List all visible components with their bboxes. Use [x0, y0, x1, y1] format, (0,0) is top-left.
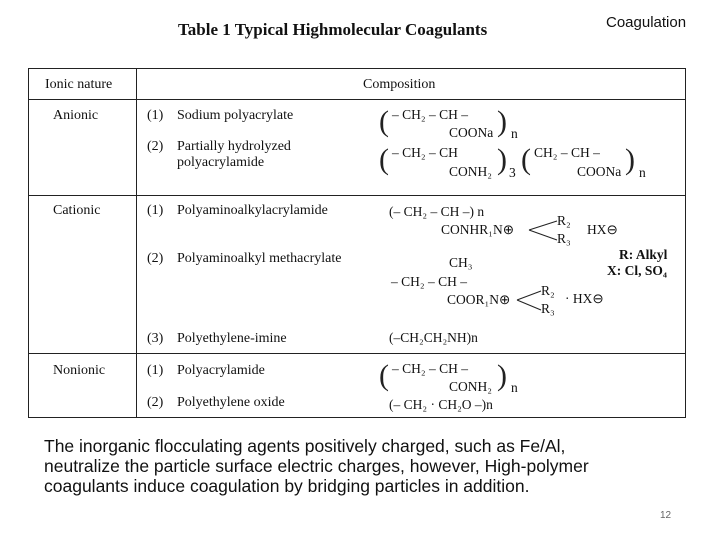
formula-r3: R₃	[541, 301, 555, 316]
item-number: (1)	[147, 363, 164, 378]
bracket-open: (	[379, 105, 389, 138]
formula: (– CH₂ · CH₂O –)n	[389, 397, 493, 412]
bracket-close: )	[497, 105, 507, 138]
bracket-close: )	[497, 359, 507, 392]
compound-name: Polyaminoalkylacrylamide	[177, 203, 328, 218]
caption-line: neutralize the particle surface electric charges, however, High-polymer	[44, 456, 589, 476]
formula-r2: R₂	[541, 283, 555, 298]
item-number: (2)	[147, 395, 164, 410]
caption-paragraph	[44, 436, 589, 496]
formula-backbone: – CH₂ – CH –	[392, 361, 468, 376]
caption-line: The inorganic flocculating agents positively charged, such as Fe/Al,	[44, 436, 566, 456]
formula-backbone: (– CH₂ – CH –) n	[389, 204, 485, 219]
formula-r3: R₃	[557, 231, 571, 246]
formula-side-group: COOR₁N⊕	[447, 292, 511, 307]
bracket-open: (	[379, 143, 389, 176]
formula-methyl: CH₃	[449, 255, 473, 270]
note-r-alkyl: R: Alkyl	[619, 247, 668, 262]
nature-nonionic: Nonionic	[53, 363, 106, 378]
bracket-open: (	[379, 359, 389, 392]
item-number: (2)	[147, 139, 164, 154]
formula-side-group: COONa	[577, 164, 622, 179]
caption-line: coagulants induce coagulation by bridging particles in addition.	[44, 476, 530, 496]
formula-backbone: – CH₂ – CH –	[391, 274, 467, 289]
slide-heading: Coagulation	[606, 14, 687, 31]
formula-side-group: CONH₂	[449, 379, 492, 394]
compound-name: Partially hydrolyzed	[177, 139, 291, 154]
item-number: (1)	[147, 108, 164, 123]
bracket-open: (	[521, 143, 531, 176]
formula-side-group: CONHR₁N⊕	[441, 222, 515, 237]
formula-repeat-n: n	[511, 380, 518, 395]
compound-name: Polyethylene oxide	[177, 395, 285, 410]
formula-repeat-n: n	[511, 126, 518, 141]
formula-salt: · HX⊖	[565, 291, 604, 306]
formula-side-group: COONa	[449, 125, 494, 140]
nature-cationic: Cationic	[53, 203, 101, 218]
compound-name: Polyacrylamide	[177, 363, 265, 378]
formula-repeat-n: n	[639, 165, 646, 180]
header-ionic-nature: Ionic nature	[45, 77, 113, 92]
formula-side-group: CONH₂	[449, 164, 492, 179]
bond-lines	[515, 287, 543, 313]
formula: (–CH₂CH₂NH)n	[389, 330, 478, 345]
row-divider-anionic	[29, 195, 685, 196]
formula-backbone: CH₂ – CH –	[534, 145, 600, 160]
compound-name: Polyethylene-imine	[177, 331, 287, 346]
bond-lines	[527, 217, 559, 243]
formula-r2: R₂	[557, 213, 571, 228]
compound-name-line2: polyacrylamide	[177, 155, 265, 170]
page-number: 12	[660, 510, 672, 521]
item-number: (1)	[147, 203, 164, 218]
compound-name: Sodium polyacrylate	[177, 108, 294, 123]
formula-backbone: – CH₂ – CH	[392, 145, 458, 160]
formula-backbone: – CH₂ – CH –	[392, 107, 468, 122]
item-number: (2)	[147, 251, 164, 266]
row-divider-cationic	[29, 353, 685, 354]
column-divider	[136, 69, 137, 417]
nature-anionic: Anionic	[53, 108, 99, 123]
coagulants-table	[28, 68, 686, 418]
header-divider	[29, 99, 685, 100]
compound-name: Polyaminoalkyl methacrylate	[177, 251, 342, 266]
note-x-anion: X: Cl, SO₄	[607, 263, 667, 278]
table-title: Table 1 Typical Highmolecular Coagulants	[178, 20, 488, 39]
formula-salt: HX⊖	[587, 222, 618, 237]
header-composition: Composition	[363, 77, 436, 92]
item-number: (3)	[147, 331, 164, 346]
bracket-close: )	[497, 143, 507, 176]
bracket-close: )	[625, 143, 635, 176]
formula-subscript: 3	[509, 165, 516, 180]
